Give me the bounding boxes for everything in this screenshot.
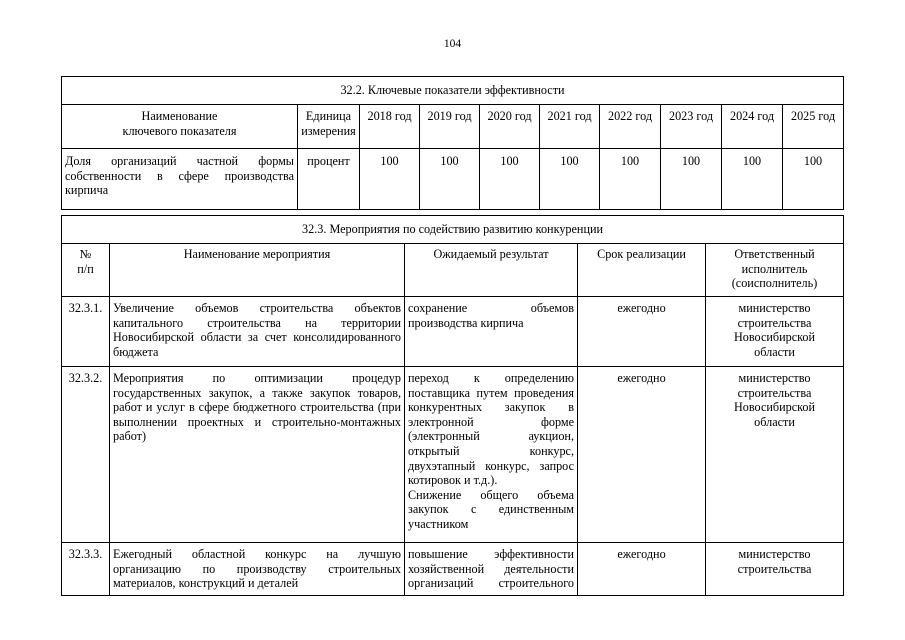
kpi-header-year: 2021 год xyxy=(540,105,600,149)
kpi-header-year: 2018 год xyxy=(360,105,420,149)
kpi-value-cell: 100 xyxy=(600,149,661,210)
kpi-header-year: 2023 год xyxy=(661,105,722,149)
kpi-header-year: 2025 год xyxy=(783,105,844,149)
kpi-value-cell: 100 xyxy=(480,149,540,210)
kpi-header-year: 2020 год xyxy=(480,105,540,149)
kpi-header-name: Наименование ключевого показателя xyxy=(62,105,298,149)
kpi-unit-cell: процент xyxy=(298,149,360,210)
measure-term-cell: ежегодно xyxy=(578,543,706,596)
measure-responsible-cell: министерство строительства Новосибирской области xyxy=(706,297,844,367)
kpi-header-year: 2019 год xyxy=(420,105,480,149)
measure-term-cell: ежегодно xyxy=(578,297,706,367)
page-number: 104 xyxy=(443,38,462,50)
kpi-table-caption: 32.2. Ключевые показатели эффективности xyxy=(62,77,844,105)
kpi-value-cell: 100 xyxy=(540,149,600,210)
measure-num-cell: 32.3.3. xyxy=(62,543,110,596)
measures-header-num: № п/п xyxy=(62,244,110,297)
measure-name-cell: Мероприятия по оптимизации процедур государственных закупок, а также закупок товаров, работ и услуг в сфере бюджетного строительства (при выполнении проектных и строительно-монтажных работ) xyxy=(110,367,405,543)
kpi-value-cell: 100 xyxy=(722,149,783,210)
kpi-name-cell: Доля организаций частной формы собственности в сфере производства кирпича xyxy=(62,149,298,210)
measures-header-name: Наименование мероприятия xyxy=(110,244,405,297)
measure-responsible-cell: министерство строительства xyxy=(706,543,844,596)
kpi-header-year: 2022 год xyxy=(600,105,661,149)
measures-header-term: Срок реализации xyxy=(578,244,706,297)
kpi-table xyxy=(61,76,844,210)
measure-name-cell: Увеличение объемов строительства объектов капитального строительства на территории Новосибирской области за счет консолидированного бюджета xyxy=(110,297,405,367)
kpi-header-unit: Единица измерения xyxy=(298,105,360,149)
measure-result-cell xyxy=(405,367,578,543)
measure-name-cell: Ежегодный областной конкурс на лучшую организацию по производству строительных материалов, конструкций и деталей xyxy=(110,543,405,596)
measure-result-cell: сохранение объемов производства кирпича xyxy=(405,297,578,367)
measures-header-result: Ожидаемый результат xyxy=(405,244,578,297)
table-row xyxy=(62,543,844,596)
kpi-value-cell: 100 xyxy=(420,149,480,210)
measures-table xyxy=(61,215,844,596)
kpi-value-cell: 100 xyxy=(661,149,722,210)
measure-responsible-cell: министерство строительства Новосибирской области xyxy=(706,367,844,543)
kpi-value-cell: 100 xyxy=(783,149,844,210)
measure-num-cell: 32.3.1. xyxy=(62,297,110,367)
measures-header-responsible: Ответственный исполнитель (соисполнитель) xyxy=(706,244,844,297)
measure-result-cell: повышение эффективности хозяйственной деятельности организаций строительного xyxy=(405,543,578,596)
kpi-row xyxy=(62,149,844,210)
table-row xyxy=(62,367,844,543)
table-row xyxy=(62,297,844,367)
measure-num-cell: 32.3.2. xyxy=(62,367,110,543)
measures-table-caption: 32.3. Мероприятия по содействию развитию конкуренции xyxy=(62,216,844,244)
kpi-header-year: 2024 год xyxy=(722,105,783,149)
measure-term-cell: ежегодно xyxy=(578,367,706,543)
measure-result-text: переход к определению поставщика путем проведения конкурентных закупок в электронной форме (электронный аукцион, открытый конкурс, двухэтапный конкурс, запрос котировок и т.д.). xyxy=(408,371,574,488)
measure-result-text-2: Снижение общего объема закупок с единственным участником xyxy=(408,487,574,531)
kpi-value-cell: 100 xyxy=(360,149,420,210)
